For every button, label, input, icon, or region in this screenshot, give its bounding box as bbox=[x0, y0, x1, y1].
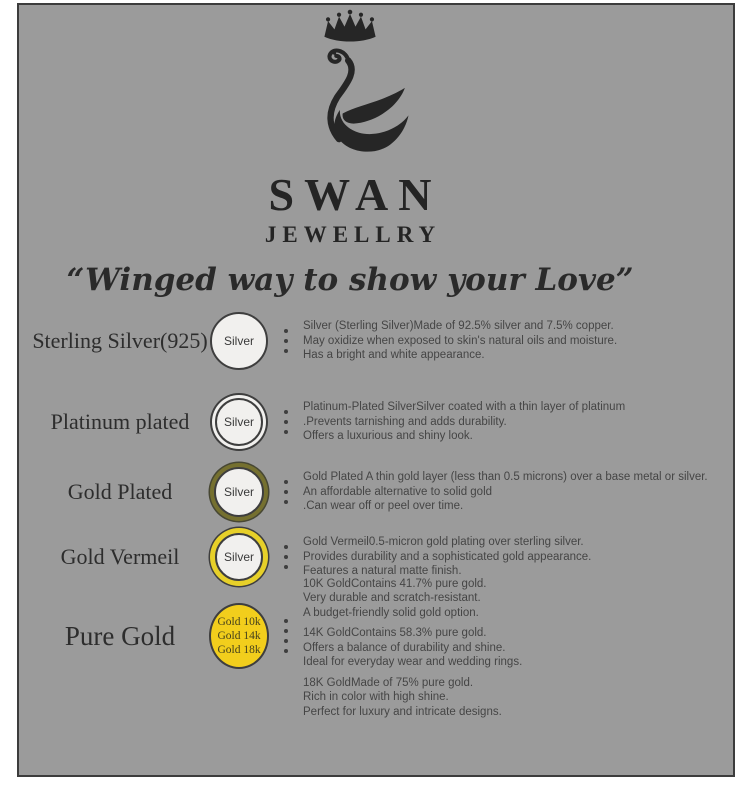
description-line: Offers a luxurious and shiny look. bbox=[303, 430, 473, 443]
dots-separator bbox=[269, 410, 303, 434]
description-line: An affordable alternative to solid gold bbox=[303, 485, 493, 498]
material-row-pure-gold bbox=[19, 572, 735, 724]
description-line: A budget-friendly solid gold option. bbox=[303, 606, 479, 619]
brand-tagline: “Winged way to show your Love” bbox=[66, 262, 634, 298]
badge-wrap bbox=[209, 467, 269, 517]
material-description bbox=[303, 470, 735, 514]
material-row-platinum-plated bbox=[19, 385, 735, 459]
description-line: Provides durability and a sophisticated gold appearance. bbox=[303, 550, 592, 563]
material-description bbox=[303, 319, 735, 363]
description-line: Ideal for everyday wear and wedding rings. bbox=[303, 656, 523, 669]
description-line: Rich in color with high shine. bbox=[303, 691, 449, 704]
description-line: Gold Plated A thin gold layer (less than 0.5 microns) over a base metal or silver. bbox=[303, 471, 708, 484]
dots-separator bbox=[269, 619, 303, 653]
badge-line: Gold 10k bbox=[217, 616, 261, 628]
material-label: Gold Plated bbox=[67, 479, 173, 504]
brand-header bbox=[0, 8, 700, 298]
badge-wrap bbox=[209, 312, 269, 370]
gold-karats-badge bbox=[209, 603, 269, 669]
description-line: Silver (Sterling Silver)Made of 92.5% silver and 7.5% copper. bbox=[303, 320, 614, 333]
swan-crown-logo-icon bbox=[286, 8, 414, 166]
description-line: Gold Vermeil0.5-micron gold plating over sterling silver. bbox=[303, 536, 584, 549]
gold-10k-paragraph bbox=[303, 577, 735, 621]
silver-badge: Silver bbox=[210, 312, 268, 370]
description-line: Offers a balance of durability and shine. bbox=[303, 641, 506, 654]
material-label: Platinum plated bbox=[50, 409, 190, 434]
description-line: May oxidize when exposed to skin's natural oils and moisture. bbox=[303, 334, 618, 347]
material-label: Pure Gold bbox=[64, 620, 176, 651]
material-label: Gold Vermeil bbox=[60, 544, 180, 569]
badge-wrap bbox=[209, 398, 269, 446]
description-line: Very durable and scratch-resistant. bbox=[303, 592, 481, 605]
material-row-gold-plated bbox=[19, 455, 735, 529]
description-line: Perfect for luxury and intricate designs. bbox=[303, 705, 502, 718]
pure-gold-left-group bbox=[31, 603, 303, 669]
description-line: 14K GoldContains 58.3% pure gold. bbox=[303, 627, 487, 640]
description-line: .Prevents tarnishing and adds durability. bbox=[303, 415, 507, 428]
description-line: Platinum-Plated SilverSilver coated with a thin layer of platinum bbox=[303, 401, 626, 414]
brand-subtitle: JEWELLRY bbox=[264, 222, 442, 247]
dots-separator bbox=[269, 480, 303, 504]
description-line: 10K GoldContains 41.7% pure gold. bbox=[303, 577, 487, 590]
silver-badge-double-ring: Silver bbox=[215, 398, 263, 446]
badge-wrap bbox=[209, 603, 269, 669]
gold-18k-paragraph bbox=[303, 676, 735, 720]
silver-badge-yellow-ring: Silver bbox=[215, 533, 263, 581]
material-label: Sterling Silver(925) bbox=[32, 328, 208, 353]
description-line: 18K GoldMade of 75% pure gold. bbox=[303, 676, 474, 689]
brand-name: SWAN bbox=[268, 169, 442, 220]
description-line: Has a bright and white appearance. bbox=[303, 349, 485, 362]
badge-line: Gold 14k bbox=[217, 630, 261, 642]
gold-14k-paragraph bbox=[303, 626, 735, 670]
dots-separator bbox=[269, 329, 303, 353]
material-row-sterling-silver bbox=[19, 303, 735, 379]
description-line: Features a natural matte finish. bbox=[303, 565, 462, 578]
silver-badge-gold-ring: Silver bbox=[214, 467, 264, 517]
description-line: .Can wear off or peel over time. bbox=[303, 500, 464, 513]
material-description bbox=[303, 577, 735, 720]
material-description bbox=[303, 400, 735, 444]
badge-line: Gold 18k bbox=[217, 644, 261, 656]
dots-separator bbox=[269, 545, 303, 569]
